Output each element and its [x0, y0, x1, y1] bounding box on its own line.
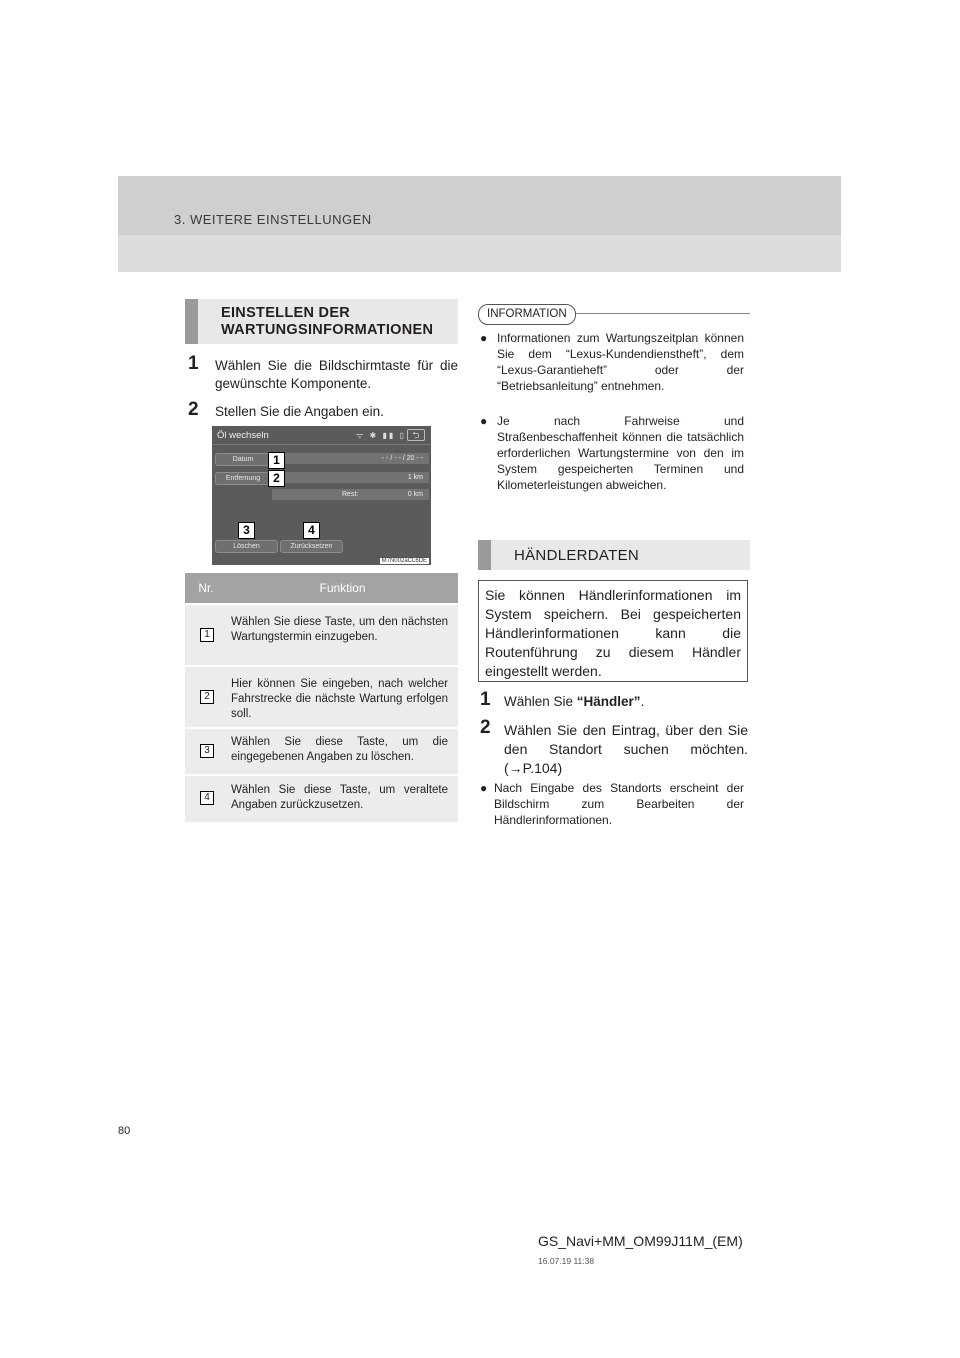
step-text: Wählen Sie den Eintrag, über den Sie den Standort suchen möchten. (→P.104) — [504, 722, 748, 776]
row-text: Wählen Sie diese Taste, um die eingegebenen Angaben zu löschen. — [231, 736, 448, 763]
date-value: - - / - - / 20 - - — [272, 453, 429, 464]
step-number: 1 — [188, 353, 199, 374]
bullet-icon: ● — [480, 414, 488, 428]
rest-value: 0 km — [407, 491, 423, 498]
step-number: 1 — [480, 689, 491, 710]
row-number: 4 — [200, 791, 214, 805]
header-top — [118, 176, 841, 235]
step-number: 2 — [188, 399, 199, 420]
divider — [212, 444, 431, 445]
dealer-note — [480, 780, 744, 830]
dealer-heading — [478, 540, 750, 570]
dealer-heading-text: HÄNDLERDATEN — [514, 547, 640, 564]
dealer-intro-box: Sie können Händlerinformationen im System speichern. Bei gespeicherten Händlerinformationen kann die Routenführung zu diesem Händler eingestellt werden. — [478, 580, 748, 682]
header-nr: Nr. — [198, 581, 214, 595]
figure-code: M7N002aCL6DE — [381, 558, 427, 564]
datum-button[interactable]: Datum — [215, 453, 271, 466]
table-header — [185, 573, 458, 603]
step-text: Stellen Sie die Angaben ein. — [215, 404, 384, 419]
callout-badge-1: 1 — [268, 452, 285, 469]
status-icons: ᯤ ✱ ▮▮ ▯ — [356, 431, 406, 440]
header-funktion: Funktion — [319, 581, 366, 595]
info-label: INFORMATION — [478, 304, 576, 325]
step-text: Wählen Sie die Bildschirmtaste für die gewünschte Komponente. — [215, 358, 458, 391]
page-number: 80 — [118, 1125, 131, 1137]
section-title: 3. WEITERE EINSTELLUNGEN — [174, 212, 372, 227]
doc-id: GS_Navi+MM_OM99J11M_(EM) — [538, 1233, 743, 1249]
zuruecksetzen-button[interactable]: Zurücksetzen — [280, 540, 343, 553]
bullet-text: Je nach Fahrweise und Straßenbeschaffenheit können die tatsächlich erforderlichen Wartungstermine von den im System gespeicherten Terminen und Kilometerleistungen abweichen. — [497, 414, 744, 492]
callout-badge-2: 2 — [268, 470, 285, 487]
row-number: 1 — [200, 628, 214, 642]
table-row — [185, 665, 458, 727]
function-table — [185, 573, 458, 822]
row-text: Hier können Sie eingeben, nach welcher Fahrstrecke die nächste Wartung erfolgen soll. — [231, 678, 448, 720]
loeschen-button[interactable]: Löschen — [215, 540, 278, 553]
rest-row — [272, 489, 429, 500]
heading-line-1: EINSTELLEN DER — [221, 305, 351, 321]
info-bullet-1 — [480, 330, 744, 410]
bullet-text: Informationen zum Wartungszeitplan können Sie dem “Lexus-Kundendienstheft”, dem “Lexus-Garantieheft” oder der “Betriebsanleitung” entnehmen. — [497, 331, 744, 393]
note-text: Nach Eingabe des Standorts erscheint der Bildschirm zum Bearbeiten der Händlerinformationen. — [494, 781, 744, 827]
rest-label: Rest: — [342, 491, 359, 498]
entfernung-button[interactable]: Entfernung — [215, 472, 271, 485]
screen-title: Öl wechseln — [217, 430, 269, 441]
row-text: Wählen Sie diese Taste, um veraltete Angaben zurückzusetzen. — [231, 784, 448, 811]
heading-bar — [478, 540, 491, 570]
heading-bar — [185, 299, 198, 344]
row-text: Wählen Sie diese Taste, um den nächsten Wartungstermin einzugeben. — [231, 616, 448, 643]
screen-image — [212, 426, 431, 565]
back-icon[interactable]: ⮌ — [407, 429, 425, 441]
maintenance-heading — [185, 299, 458, 344]
step-text: Wählen Sie — [504, 694, 577, 709]
header-band — [118, 176, 841, 272]
heading-line-2: WARTUNGSINFORMATIONEN — [221, 322, 434, 338]
bullet-icon: ● — [480, 781, 488, 795]
info-bullet-2 — [480, 413, 744, 513]
row-number: 3 — [200, 744, 214, 758]
table-row — [185, 727, 458, 774]
callout-badge-4: 4 — [303, 522, 320, 539]
table-row — [185, 774, 458, 822]
step-number: 2 — [480, 717, 491, 738]
callout-badge-3: 3 — [238, 522, 255, 539]
bullet-icon: ● — [480, 331, 488, 345]
dealer-key: “Händler” — [576, 694, 641, 709]
distance-value: 1 km — [272, 472, 429, 483]
doc-timestamp: 16.07.19 11:38 — [538, 1256, 595, 1266]
row-number: 2 — [200, 690, 214, 704]
table-row — [185, 603, 458, 665]
